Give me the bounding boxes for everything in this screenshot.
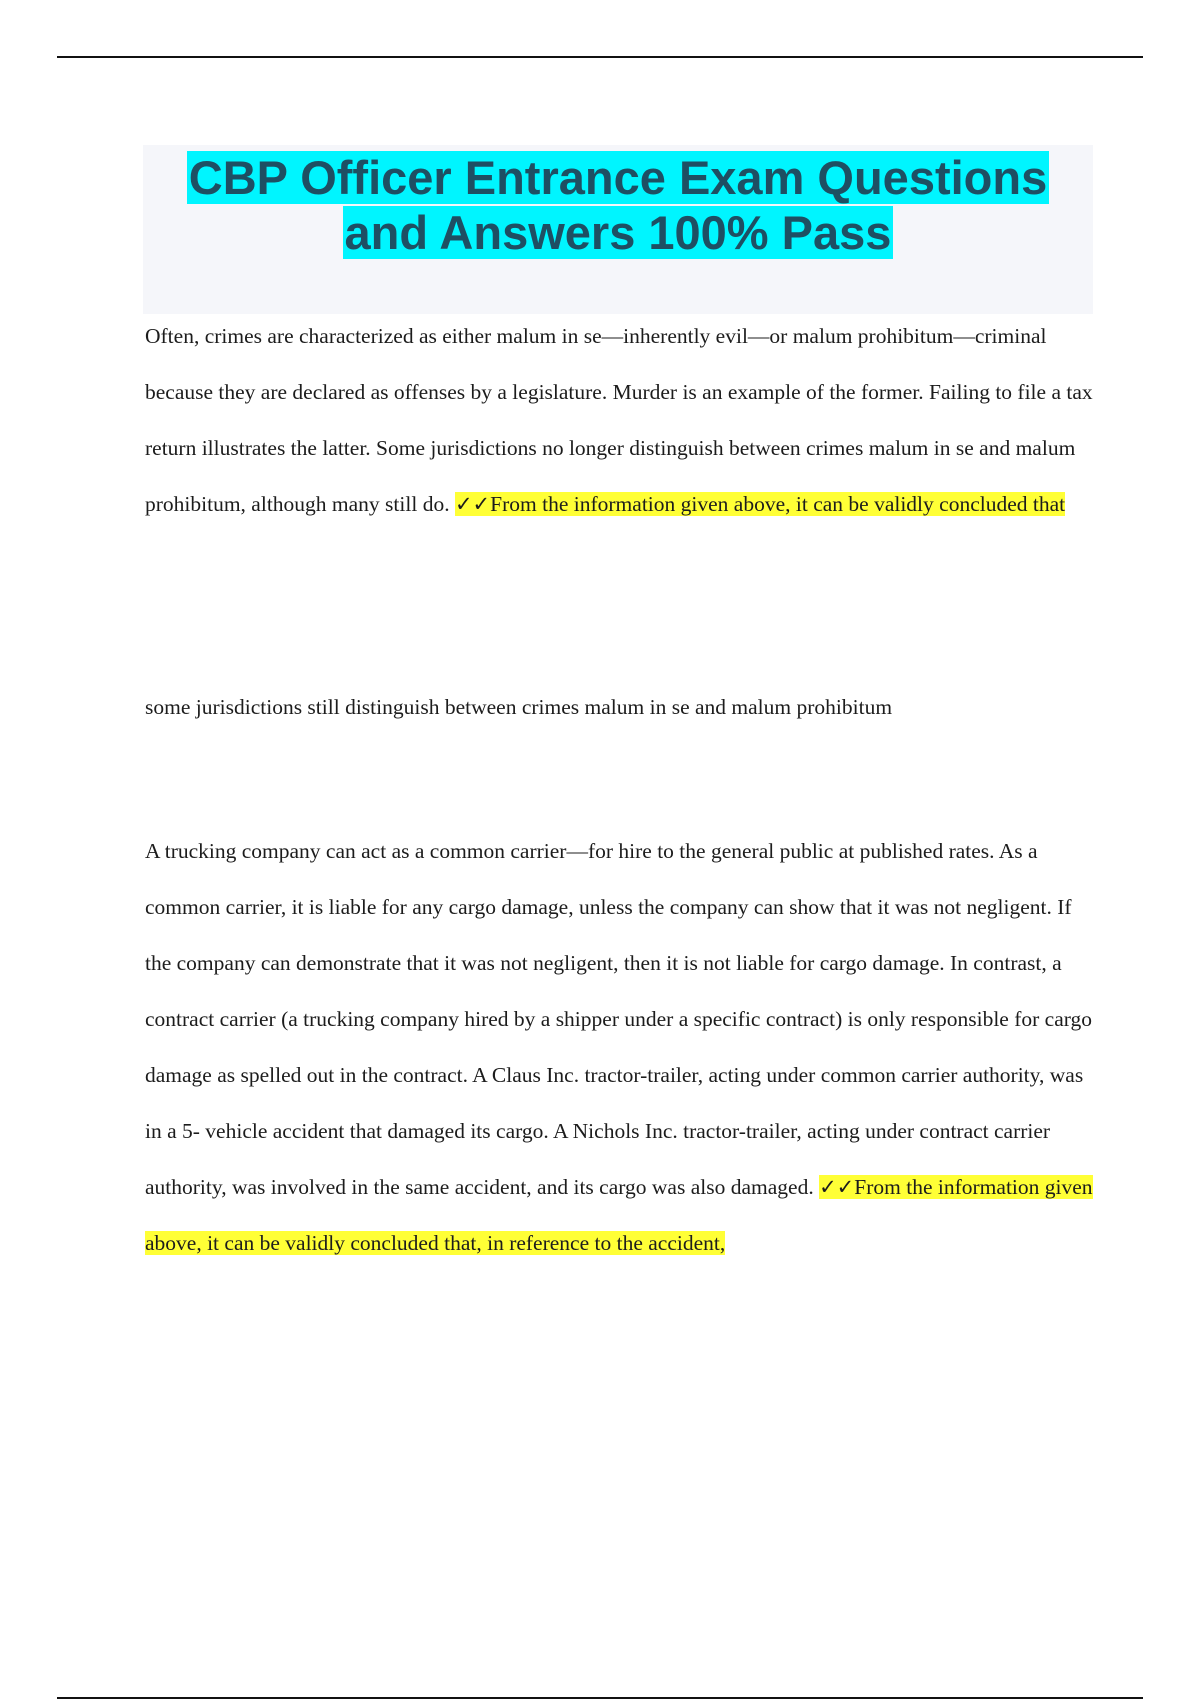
title-box (143, 145, 1093, 314)
question-2-stem: A trucking company can act as a common carrier—for hire to the general public at published rates. As a common carrier, it is liable for any cargo damage, unless the company can show that it was not negligent. If the company can demonstrate that it was not negligent, then it is not liable for cargo damage. In contrast, a contract carrier (a trucking company hired by a shipper under a specific contract) is only responsible for cargo damage as spelled out in the contract. A Claus Inc. tractor-trailer, acting under common carrier authority, was in a 5- vehicle accident that damaged its cargo. A Nichols Inc. tractor-trailer, acting under contract carrier authority, was involved in the same accident, and its cargo was also damaged. (145, 839, 1093, 1199)
question-2 (145, 823, 1095, 1271)
header-rule (57, 56, 1143, 58)
page-title (143, 145, 1093, 260)
question-1 (145, 308, 1095, 532)
question-1-prompt-highlight (455, 492, 1065, 516)
question-2-prompt: From the information given above, it can be validly concluded that, in reference to the accident, (145, 1175, 1093, 1255)
title-line-2: and Answers 100% Pass (344, 206, 892, 259)
question-1-prompt: From the information given above, it can be validly concluded that (490, 492, 1066, 516)
check-mark-icon: ✓✓ (454, 492, 491, 516)
check-mark-icon: ✓✓ (819, 1175, 855, 1199)
footer-rule (57, 1697, 1143, 1699)
title-line-1: CBP Officer Entrance Exam Questions (188, 151, 1048, 204)
answer-1: some jurisdictions still distinguish between crimes malum in se and malum prohibitum (145, 695, 893, 719)
question-1-stem: Often, crimes are characterized as either malum in se—inherently evil—or malum prohibitum—criminal because they are declared as offenses by a legislature. Murder is an example of the former. Failing to file a tax return illustrates the latter. Some jurisdictions no longer distinguish between crimes malum in se and malum prohibitum, although many still do. (145, 324, 1093, 516)
